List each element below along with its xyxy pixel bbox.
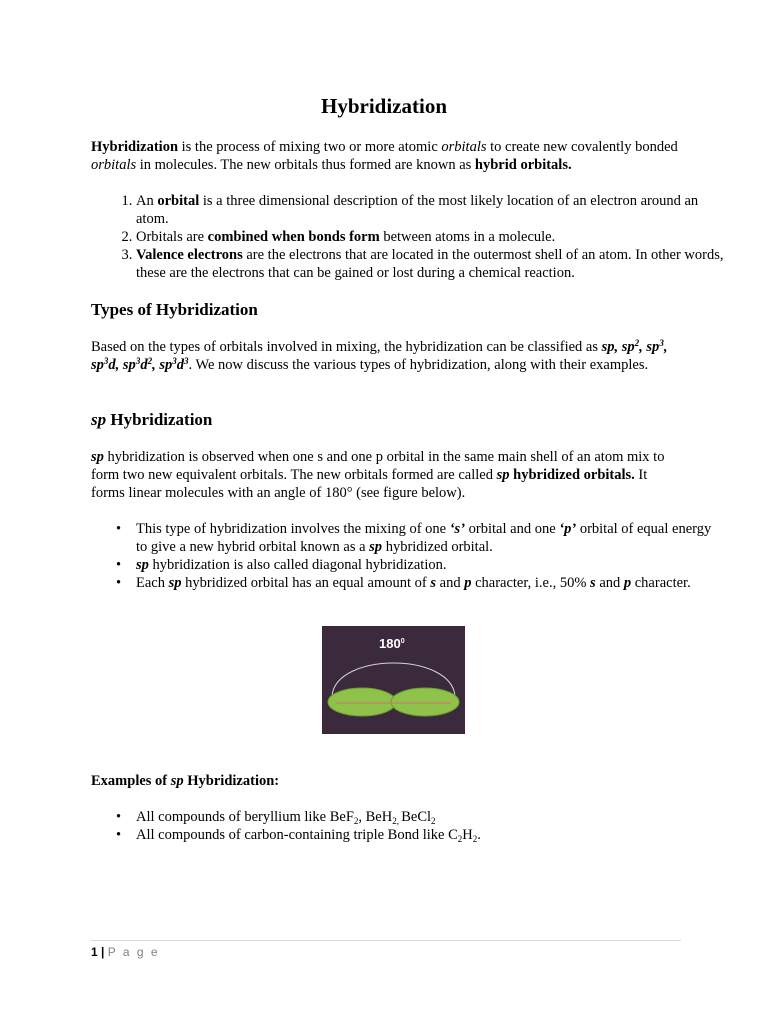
subscript: ,	[396, 816, 402, 826]
angle-label: $180^0$	[379, 636, 405, 651]
example-text: All compounds of beryllium like BeF	[136, 809, 354, 825]
bullet-text: Each	[136, 575, 169, 591]
item-text: An	[136, 193, 158, 209]
term-hybrid-orbitals: hybrid orbitals.	[474, 157, 572, 173]
intro-text-3: in molecules. The new orbitals thus formed are known as	[136, 157, 475, 173]
term-s: s	[430, 575, 437, 591]
types-text: Based on the types of orbitals involved in mixing, the hybridization can be classified as	[91, 339, 602, 355]
examples-text: Hybridization:	[183, 773, 280, 789]
superscript: 3	[135, 356, 141, 366]
footer-separator: |	[97, 945, 108, 959]
term-orbitals-2: orbitals	[91, 157, 137, 173]
bullet-text: and	[595, 575, 624, 591]
bullet-text: character.	[631, 575, 691, 591]
separator: ,	[115, 357, 123, 373]
term-sp: sp	[91, 449, 104, 465]
term-p: ‘p’	[559, 521, 577, 537]
bullet-text: hybridization is also called diagonal hybridization.	[148, 557, 447, 573]
term-p: p	[464, 575, 472, 591]
subscript: 2	[431, 816, 436, 826]
term-sp: sp	[136, 557, 149, 573]
bullet-text: character, i.e., 50%	[471, 575, 591, 591]
superscript: 3	[659, 338, 664, 348]
type-d: d	[108, 357, 116, 373]
intro-text-2: to create new covalently bonded	[486, 139, 678, 155]
orbital-lobe-left	[328, 688, 396, 716]
definitions-list	[91, 192, 726, 282]
type-sp: sp, sp	[601, 339, 635, 355]
examples-heading	[91, 772, 681, 790]
list-item	[136, 246, 726, 282]
list-item	[136, 228, 726, 246]
term-sp-hybridized-orbitals: hybridized orbitals.	[509, 467, 635, 483]
list-item	[136, 826, 726, 844]
bullet-text: and	[436, 575, 465, 591]
page-title: Hybridization	[320, 94, 447, 118]
example-text: .	[477, 827, 481, 843]
separator: ,	[639, 339, 647, 355]
superscript: 3	[103, 356, 109, 366]
example-text: BeCl	[401, 809, 432, 825]
bullet-text: hybridized orbital.	[382, 539, 493, 555]
bullet-text: This type of hybridization involves the mixing of one	[136, 521, 450, 537]
superscript: 2	[147, 356, 153, 366]
types-heading: Types of Hybridization	[91, 300, 258, 319]
item-text: Orbitals are	[136, 229, 208, 245]
bullet-text: orbital and one	[465, 521, 560, 537]
type-d: d	[140, 357, 148, 373]
examples-list	[91, 808, 726, 844]
page-word: P a g e	[107, 945, 160, 959]
list-item	[136, 808, 726, 826]
sp-text: hybridization is observed when one s and one p orbital in the same main shell of an atom mix to form two new equivalent orbitals. The new orbitals formed are called	[91, 449, 665, 483]
subscript: 2	[457, 834, 463, 844]
footer-divider	[91, 940, 681, 941]
intro-paragraph	[91, 138, 681, 174]
example-text: , BeH	[358, 809, 393, 825]
subscript: 2	[472, 834, 478, 844]
item-term: orbital	[157, 193, 200, 209]
type-sp3d3: sp	[159, 357, 173, 373]
list-item	[136, 556, 726, 574]
sp-bullets	[91, 520, 726, 592]
examples-text: Examples of	[91, 773, 171, 789]
subscript: 2	[353, 816, 359, 826]
bullet-text: hybridized orbital has an equal amount of	[181, 575, 431, 591]
term-hybridization: Hybridization	[91, 139, 179, 155]
sp-orbital-figure	[322, 626, 465, 734]
item-term: Valence electrons	[136, 247, 243, 263]
sp-paragraph	[91, 448, 681, 502]
example-text: H	[462, 827, 473, 843]
types-paragraph	[91, 338, 681, 374]
term-sp: sp	[369, 539, 383, 555]
type-d: d	[176, 357, 184, 373]
term-orbitals: orbitals	[441, 139, 487, 155]
intro-text-1: is the process of mixing two or more atomic	[178, 139, 442, 155]
separator: ,	[663, 339, 668, 355]
sp-text-2: It forms linear molecules with an angle of 180° (see figure below).	[91, 467, 648, 501]
term-sp: sp	[170, 773, 184, 789]
term-sp: sp	[168, 575, 182, 591]
separator: ,	[152, 357, 160, 373]
type-sp3: sp	[646, 339, 660, 355]
types-text-2: . We now discuss the various types of hybridization, along with their examples.	[188, 357, 649, 373]
page-number: 1	[91, 945, 98, 959]
superscript: 2	[634, 338, 640, 348]
item-term: combined when bonds form	[207, 229, 380, 245]
term-s: s	[590, 575, 596, 591]
subscript: 2	[392, 816, 397, 826]
item-text: is a three dimensional description of the most likely location of an electron around an atom.	[136, 193, 699, 227]
page-footer	[91, 943, 160, 961]
sp-heading	[91, 409, 212, 431]
bullet-text: orbital of equal energy to give a new hybrid orbital known as a	[136, 521, 712, 555]
item-text: are the electrons that are located in the outermost shell of an atom. In other words, these are the electrons that can be gained or lost during a chemical reaction.	[136, 247, 724, 281]
list-item	[136, 574, 726, 592]
type-sp3d2: sp	[122, 357, 136, 373]
list-item	[136, 192, 726, 228]
item-text: between atoms in a molecule.	[379, 229, 556, 245]
list-item	[136, 520, 726, 556]
superscript: 3	[172, 356, 177, 366]
term-sp: sp	[496, 467, 510, 483]
example-text: All compounds of carbon-containing triple Bond like C	[136, 827, 458, 843]
superscript: 3	[183, 356, 189, 366]
type-sp3d: sp	[91, 357, 104, 373]
orbital-lobe-right	[391, 688, 459, 716]
sp-heading-ital: sp	[91, 410, 107, 429]
term-s: ‘s’	[449, 521, 466, 537]
sp-heading-rest: Hybridization	[106, 410, 213, 429]
term-p: p	[623, 575, 632, 591]
